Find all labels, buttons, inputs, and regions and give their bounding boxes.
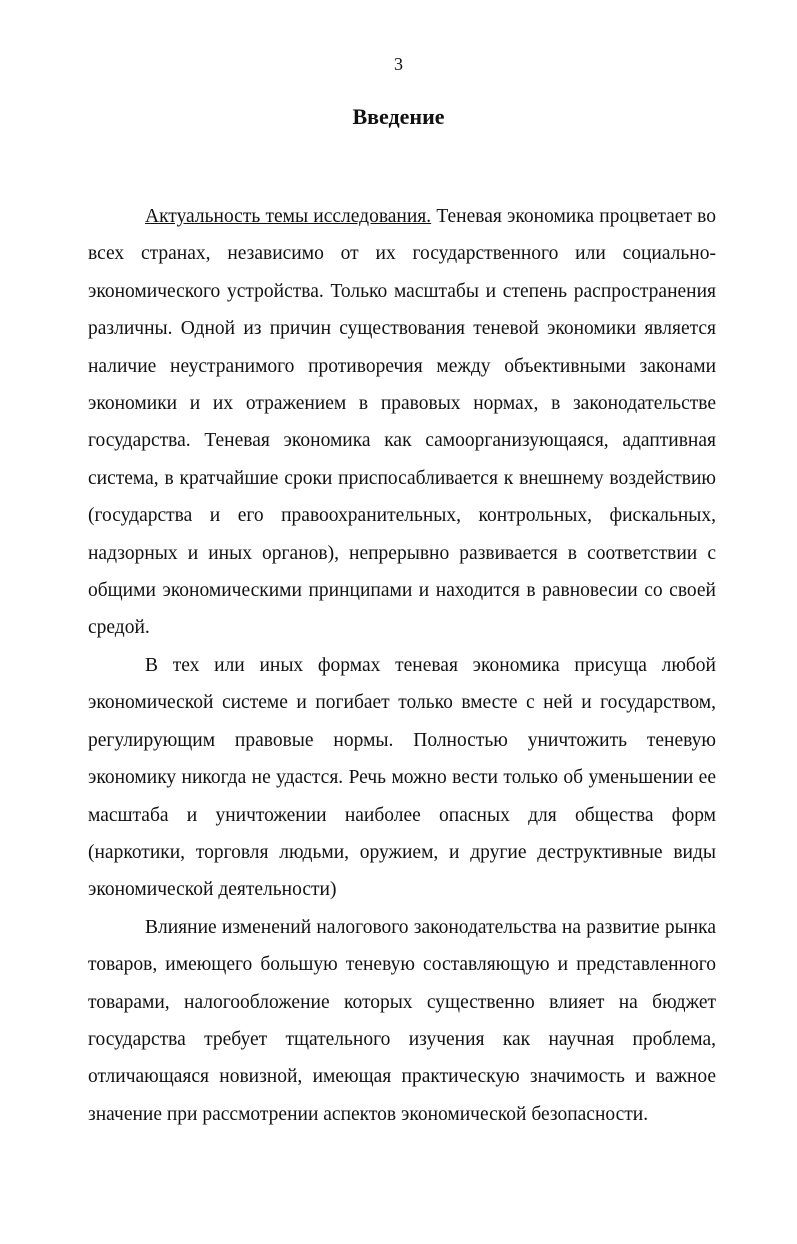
paragraph-text: Теневая экономика процветает во всех странах, независимо от их государственного или социально-экономического устройства. Только масштабы и степень распространения различны. Одной из причин существования теневой экономики является наличие неустранимого противоречия между объективными законами экономики и их отражением в правовых нормах, в законодательстве государства. Теневая экономика как самоорганизующаяся, адаптивная система, в кратчайшие сроки приспосабливается к внешнему воздействию (государства и его правоохранительных, контрольных, фискальных, надзорных и иных органов), непрерывно развивается в соответствии с общими экономическими принципами и находится в равновесии со своей средой. [88,206,716,639]
page-title: Введение [352,104,445,129]
body-text [88,198,716,1133]
page-number: 3 [394,54,403,74]
paragraph-shadow-economy-forms [88,647,716,909]
paragraph-text: В тех или иных формах теневая экономика присуща любой экономической системе и погибает только вместе с ней и государством, регулирующим правовые нормы. Полностью уничтожить теневую экономику никогда не удастся. Речь можно вести только об уменьшении ее масштаба и уничтожении наиболее опасных для общества форм (наркотики, торговля людьми, оружием, и другие деструктивные виды экономической деятельности) [88,654,716,901]
paragraph-relevance [88,198,716,647]
paragraph-lead-heading: Актуальность темы исследования. [145,206,432,227]
paragraph-text: Влияние изменений налогового законодательства на развитие рынка товаров, имеющего большую теневую составляющую и представленного товарами, налогообложение которых существенно влияет на бюджет государства требует тщательного изучения как научная проблема, отличающаяся новизной, имеющая практическую значимость и важное значение при рассмотрении аспектов экономической безопасности. [88,916,716,1125]
paragraph-tax-legislation [88,909,716,1133]
